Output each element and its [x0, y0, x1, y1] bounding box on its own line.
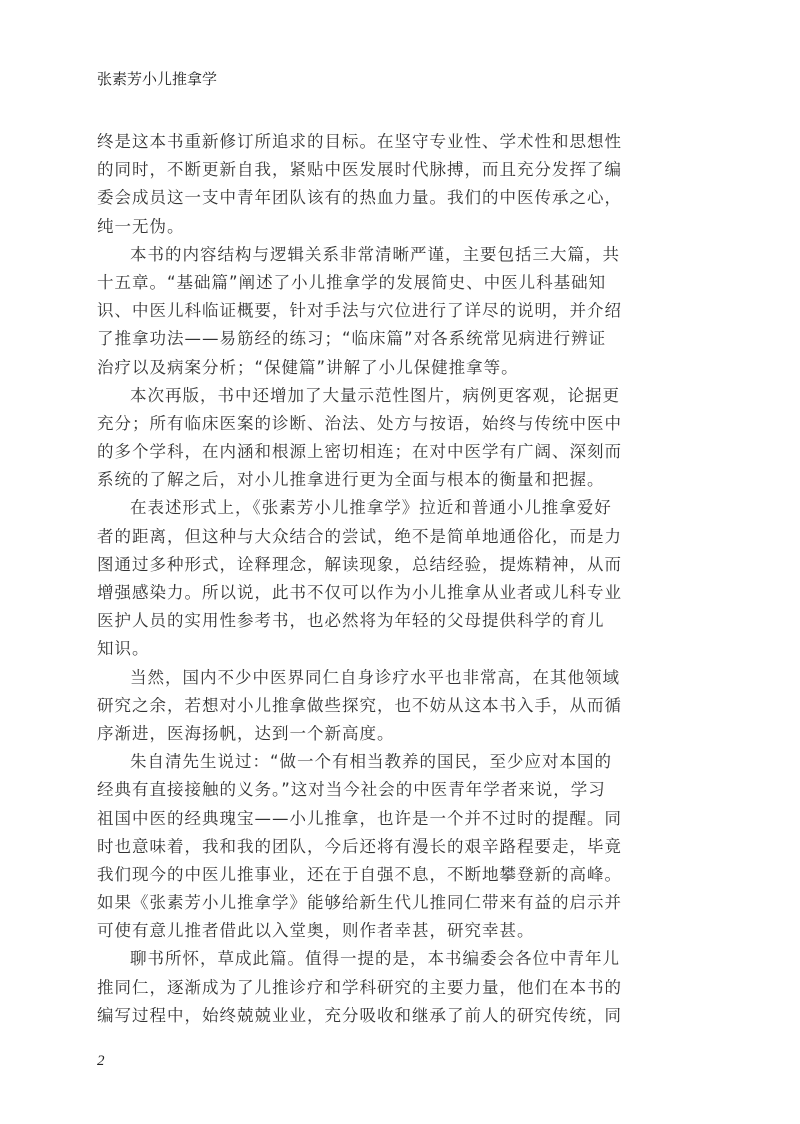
- text-line: 充分；所有临床医案的诊断、治法、处方与按语，始终与传统中医中: [97, 413, 622, 433]
- text-line: 增强感染力。所以说，此书不仅可以作为小儿推拿从业者或儿科专业: [97, 583, 622, 602]
- text-line: 我们现今的中医儿推事业，还在于自强不息，不断地攀登新的高峰。: [97, 864, 622, 884]
- paragraph: [97, 748, 622, 945]
- paragraph: [97, 494, 622, 663]
- text-line: 推同仁，逐渐成为了儿推诊疗和学科研究的主要力量，他们在本书的: [97, 977, 622, 997]
- body-text: [97, 128, 622, 1030]
- text-line: 在表述形式上，《张素芳小儿推拿学》拉近和普通小儿推拿爱好: [130, 498, 612, 518]
- paragraph: [97, 241, 622, 382]
- text-line: 终是这本书重新修订所追求的目标。在坚守专业性、学术性和思想性: [97, 132, 622, 151]
- text-line: 经典有直接接触的义务。”这对当今社会的中医青年学者来说，学习: [97, 780, 606, 800]
- text-line: 知识。: [97, 639, 150, 659]
- text-line: 如果《张素芳小儿推拿学》能够给新生代儿推同仁带来有益的启示并: [97, 893, 622, 913]
- running-header: 张素芳小儿推拿学: [97, 70, 218, 88]
- text-line: 时也意味着，我和我的团队，今后还将有漫长的艰辛路程要走，毕竟: [97, 836, 622, 856]
- text-line: 了推拿功法——易筋经的练习；“临床篇”对各系统常见病进行辨证: [97, 329, 607, 349]
- text-line: 研究之余，若想对小儿推拿做些探究，也不妨从这本书入手，从而循: [97, 695, 622, 715]
- text-line: 的同时，不断更新自我，紧贴中医发展时代脉搏，而且充分发挥了编: [97, 160, 622, 180]
- paragraph: [97, 945, 622, 1030]
- text-line: 医护人员的实用性参考书，也必然将为年轻的父母提供科学的育儿: [97, 611, 605, 631]
- text-line: 本书的内容结构与逻辑关系非常清晰严谨，主要包括三大篇，共: [130, 244, 620, 264]
- text-line: 纯一无伪。: [97, 216, 185, 236]
- text-line: 治疗以及病案分析；“保健篇”讲解了小儿保健推拿等。: [97, 357, 519, 377]
- text-line: 朱自清先生说过：“做一个有相当教养的国民，至少应对本国的: [130, 752, 613, 772]
- text-line: 可使有意儿推者借此以入堂奥，则作者幸甚，研究幸甚。: [97, 921, 535, 941]
- page-number: 2: [97, 1053, 105, 1069]
- text-line: 本次再版，书中还增加了大量示范性图片，病例更客观，论据更: [130, 385, 620, 405]
- text-line: 系统的了解之后，对小儿推拿进行更为全面与根本的衡量和把握。: [97, 470, 605, 490]
- text-line: 祖国中医的经典瑰宝——小儿推拿，也许是一个并不过时的提醒。同: [97, 808, 622, 828]
- text-line: 十五章。“基础篇”阐述了小儿推拿学的发展简史、中医儿科基础知: [97, 272, 607, 292]
- text-line: 序渐进，医海扬帆，达到一个新高度。: [97, 723, 395, 743]
- text-line: 的多个学科，在内涵和根源上密切相连；在对中医学有广阔、深刻而: [97, 442, 622, 462]
- text-line: 当然，国内不少中医界同仁自身诊疗水平也非常高，在其他领域: [130, 667, 620, 687]
- text-line: 聊书所怀，草成此篇。值得一提的是，本书编委会各位中青年儿: [130, 949, 620, 969]
- paragraph: [97, 664, 622, 749]
- paragraph: [97, 128, 622, 241]
- text-line: 识、中医儿科临证概要，针对手法与穴位进行了详尽的说明，并介绍: [97, 301, 622, 321]
- paragraph: [97, 382, 622, 495]
- text-line: 委会成员这一支中青年团队该有的热血力量。我们的中医传承之心，: [97, 188, 622, 208]
- text-line: 图通过多种形式，诠释理念，解读现象，总结经验，提炼精神，从而: [97, 554, 622, 574]
- text-line: 编写过程中，始终兢兢业业，充分吸收和继承了前人的研究传统，同: [97, 1005, 622, 1025]
- text-line: 者的距离，但这种与大众结合的尝试，绝不是简单地通俗化，而是力: [97, 526, 622, 546]
